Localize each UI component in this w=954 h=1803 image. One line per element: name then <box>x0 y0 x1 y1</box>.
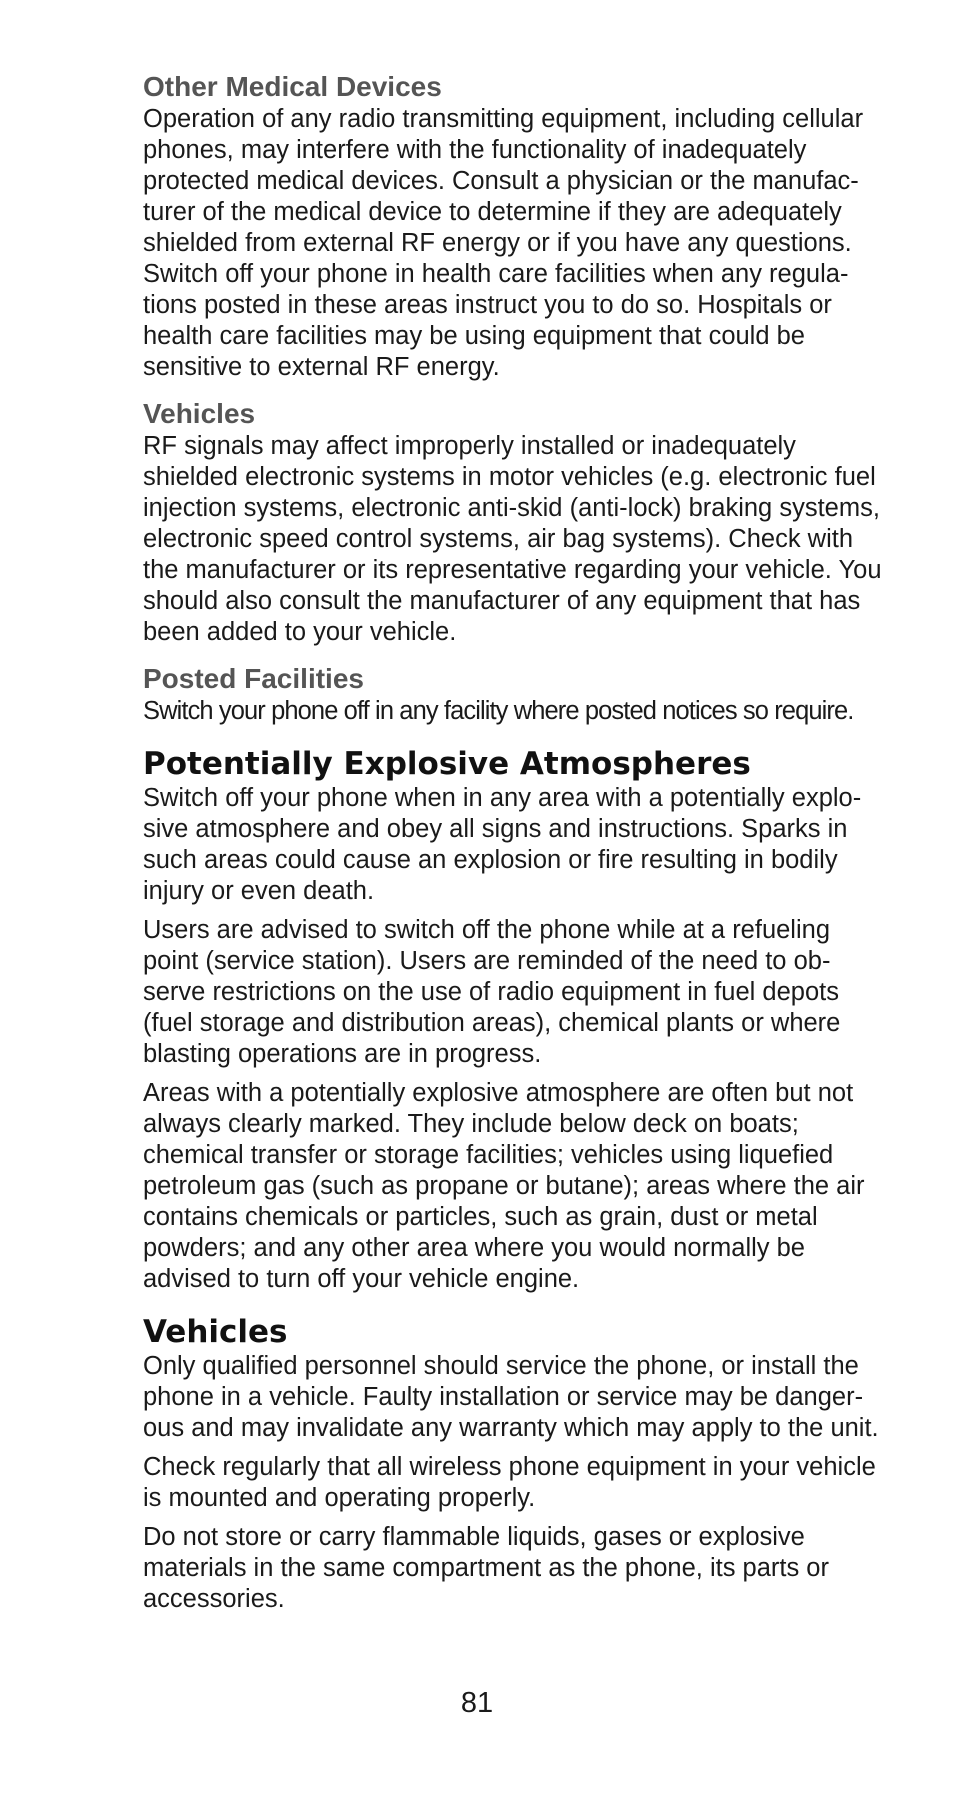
section-body-vehicles-rf: RF signals may affect improperly installed or inadequately shielded electronic systems in motor vehicles (e.g. electronic fuel injection systems, electronic anti-skid (anti-lock) braking systems, electronic speed control systems, air bag systems). Check with the manufacturer or its representative regarding your vehicle. You should also consult the manufacturer of any equipment that has been added to your vehicle. <box>143 432 882 646</box>
section-body-other-medical-devices: Operation of any radio transmitting equipment, including cellular phones, may interfere with the functionality of inadequately protected medical devices. Consult a physician or the manufacturer of the medical device to determine if they are adequately shielded from external RF energy or if you have any questions. Switch off your phone in health care facilities when any regulations posted in these areas instruct you to do so. Hospitals or health care facilities may be using equipment that could be sensitive to external RF energy. <box>143 105 864 381</box>
section-heading-other-medical-devices: Other Medical Devices <box>143 71 442 102</box>
vehicles-service-paragraph-3: Do not store or carry flammable liquids, gases or explosive materials in the same compartment as the phone, its parts or accessories. <box>143 1523 829 1613</box>
section-heading-explosive-atmospheres: Potentially Explosive Atmospheres <box>143 746 751 782</box>
vehicles-service-paragraph-2: Check regularly that all wireless phone equipment in your vehicle is mounted and operating properly. <box>143 1453 876 1512</box>
section-body-posted-facilities: Switch your phone off in any facility where posted notices so require. <box>143 697 854 725</box>
page-number: 81 <box>460 1687 494 1719</box>
explosive-paragraph-3: Areas with a potentially explosive atmosphere are often but not always clearly marked. They include below deck on boats; chemical transfer or storage facilities; vehicles using liquefied petroleum gas (such as propane or butane); areas where the air contains chemicals or particles, such as grain, dust or metal powders; and any other area where you would normally be advised to turn off your vehicle engine. <box>143 1079 865 1293</box>
section-heading-vehicles-rf: Vehicles <box>143 398 256 429</box>
explosive-paragraph-1: Switch off your phone when in any area with a potentially explosive atmosphere and obey all signs and instructions. Sparks in such areas could cause an explosion or fire resulting in bodily injury or even death. <box>143 784 862 905</box>
section-heading-posted-facilities: Posted Facilities <box>143 663 364 694</box>
vehicles-service-paragraph-1: Only qualified personnel should service the phone, or install the phone in a vehicle. Faulty installation or service may be dangerous and may invalidate any warranty which may apply to the unit. <box>143 1352 879 1442</box>
explosive-paragraph-2: Users are advised to switch off the phone while at a refueling point (service station). Users are reminded of the need to observe restrictions on the use of radio equipment in fuel depots (fuel storage and distribution areas), chemical plants or where blasting operations are in progress. <box>143 916 841 1068</box>
page-content <box>143 70 883 1615</box>
section-heading-vehicles-service: Vehicles <box>143 1314 288 1350</box>
